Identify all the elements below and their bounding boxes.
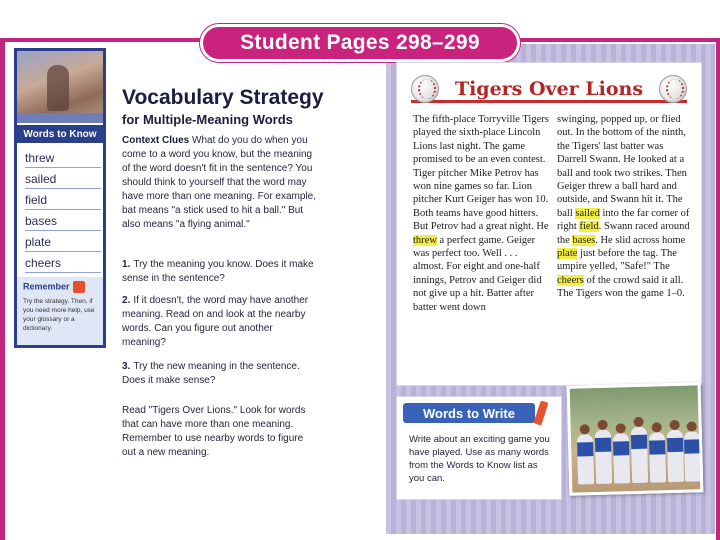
step-number: 2. [122, 295, 131, 306]
strategy-step [122, 294, 318, 350]
strategy-step [122, 360, 318, 388]
team-photo [567, 382, 704, 495]
story-banner [411, 75, 687, 103]
player-jersey [667, 438, 683, 452]
player-figure [631, 427, 648, 483]
context-clues-label: Context Clues [122, 135, 190, 146]
photo-figure [47, 65, 69, 111]
player-figure [595, 430, 612, 484]
step-text: Try the meaning you know. Does it make sense in the sentence? [122, 259, 314, 284]
frame-right-edge [716, 38, 720, 540]
words-to-know-sidebar [14, 48, 106, 348]
story-text: just before the tag. The umpire yelled, "Safe!" The [557, 248, 677, 273]
highlighted-word: bases [572, 234, 596, 246]
word-item: bases [25, 210, 101, 231]
context-clues-paragraph [122, 134, 318, 232]
word-item: plate [25, 231, 101, 252]
story-panel [396, 62, 702, 386]
player-figure [684, 431, 701, 481]
highlighted-word: plate [557, 248, 578, 260]
words-to-know-heading: Words to Know [17, 125, 103, 143]
pencil-icon [533, 400, 548, 425]
highlighted-word: cheers [557, 274, 584, 286]
frame-left-edge [0, 38, 5, 540]
context-clues-text: What do you do when you come to a word you know, but the meaning of the word doesn't fit in the sentence? You should think to yourself that the word may have more than one meaning. For example, bat means "a stick used to hit a ball." But also means "a flying animal." [122, 135, 316, 230]
story-column-2 [557, 113, 693, 301]
player-jersey [577, 442, 593, 456]
words-to-write-text: Write about an exciting game you have played. Use as many words from the Words to Know list as you can. [409, 434, 550, 484]
player-figure [649, 432, 666, 482]
sidebar-photo [17, 51, 103, 123]
story-title: Tigers Over Lions [454, 78, 644, 100]
player-figure [667, 430, 684, 482]
player-figure [577, 434, 594, 484]
story-text: a perfect game. Geiger was perfect too. Well . . . almost. For eight and one-half innings, Petrov and Geiger did not give up a hit. Batter after batter went down [413, 234, 542, 313]
story-text: . He slid across home [595, 234, 686, 246]
highlighted-word: field [579, 221, 599, 233]
remember-box [17, 277, 103, 345]
lesson-title: Vocabulary Strategy [122, 86, 324, 109]
step-number: 3. [122, 361, 131, 372]
remember-heading [23, 281, 97, 293]
player-jersey [595, 438, 611, 452]
player-jersey [613, 441, 629, 455]
story-text: . Swann raced around the [557, 221, 690, 246]
player-figure [613, 433, 630, 483]
slide-title: Student Pages 298–299 [200, 24, 520, 62]
closing-paragraph: Read "Tigers Over Lions." Look for words that can have more than one meaning. Remember to use nearby words to figure out a new meaning. [122, 405, 306, 458]
story-text: The fifth-place Torryville Tigers played the sixth-place Lincoln Lions last night. The game promised to be an even contest. Tiger pitcher Mike Petrov has won nine games so far. Lion pitcher Kurt Geiger has won 10. Both teams have good hitters. But Petrov had a great night. He [413, 114, 549, 233]
remember-tag-icon [73, 281, 85, 293]
highlighted-word: threw [413, 234, 437, 246]
player-jersey [649, 440, 665, 454]
word-item: cheers [25, 252, 101, 273]
step-number: 1. [122, 259, 131, 270]
highlighted-word: sailed [575, 207, 600, 219]
story-column-1 [413, 113, 549, 314]
words-to-write-box [396, 396, 562, 500]
baseball-icon [659, 75, 687, 103]
player-jersey [684, 439, 700, 453]
remember-text: Try the strategy. Then, if you need more help, use your glossary or a dictionary. [23, 298, 95, 332]
player-jersey [631, 435, 647, 449]
words-to-write-heading: Words to Write [403, 403, 535, 423]
story-text: of the crowd said it all. The Tigers won the game 1–0. [557, 274, 685, 300]
lesson-subtitle: for Multiple-Meaning Words [122, 112, 293, 127]
baseball-icon [411, 75, 439, 103]
step-text: Try the new meaning in the sentence. Does it make sense? [122, 361, 300, 386]
story-text: into the far corner of right [557, 207, 690, 233]
strategy-step [122, 258, 318, 286]
word-item: sailed [25, 168, 101, 189]
step-text: If it doesn't, the word may have another meaning. Read on and look at the nearby words. Can you figure out another meaning? [122, 295, 309, 348]
word-item: field [25, 189, 101, 210]
story-text: swinging, popped up, or flied out. In the bottom of the ninth, the Tigers' last batter was Darrell Swann. He looked at a ball and took two strikes. Then Geiger threw a ball hard and outside, and Swann hit it. The ball [557, 114, 687, 219]
word-list [25, 147, 101, 273]
photo-strip [17, 113, 103, 123]
word-item: threw [25, 147, 101, 168]
remember-title: Remember [23, 281, 70, 292]
